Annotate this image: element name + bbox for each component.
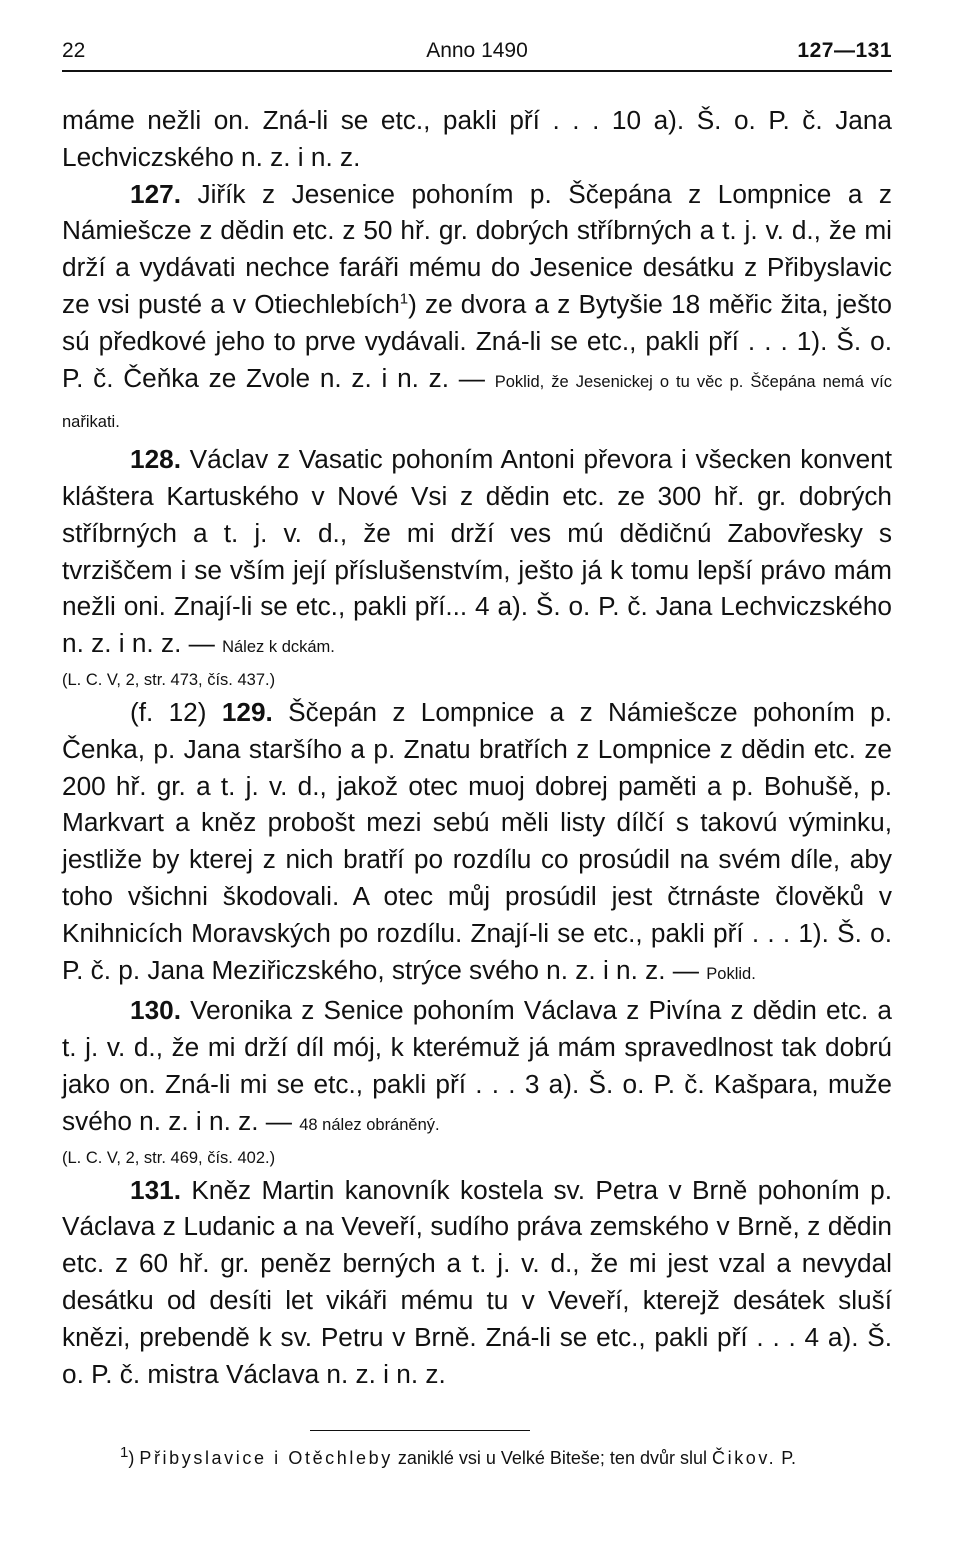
header-year: Anno 1490 — [426, 39, 528, 62]
entry-131 — [62, 1172, 892, 1393]
entry-number: 128. — [130, 444, 181, 475]
document-page — [62, 38, 892, 1491]
entry-number: 130. — [130, 995, 181, 1026]
source-reference: (L. C. V, 2, str. 469, čís. 402.) — [62, 1148, 276, 1167]
entry-127 — [62, 176, 892, 442]
footnote-rule — [310, 1430, 530, 1431]
footnote-spaced-text: Přibyslavice i Otěchleby — [139, 1448, 393, 1469]
footnote — [62, 1443, 892, 1473]
footnote-mark: 1 — [120, 1444, 129, 1462]
footnote-text: ) — [128, 1448, 140, 1469]
folio-marker: (f. 12) — [130, 696, 222, 727]
footnote-text: P. — [776, 1448, 796, 1469]
entry-number: 129. — [221, 696, 273, 727]
body-text — [62, 102, 892, 1392]
entry-text: Kněz Martin kanovník kostela sv. Petra v Brně pohoním p. Václava z Ludanic a na Veveří, sudího práva zemského v Brně, z dědin etc. z 60 hř. gr. peněz berných a t. j. v. d., že mi jest vzal a nevydal desátku od desíti let vikáři mému tu v Veveří, kterejž desátek sluší knězi, prebendě k sv. Petru v Brně. Zná-li se etc., pakli pří . . . 4 a). Š. o. P. č. mistra Václava n. z. i n. z. — [62, 1174, 892, 1389]
entry-130 — [62, 992, 892, 1143]
entry-text: Ščepán z Lompnice a z Námiešcze pohoním p. Čenka, p. Jana staršího a p. Znatu bratřích z Lompnice z dědin etc. ze 200 hř. gr. a t. j. v. d., jakož otec muoj dobrej paměti a p. Bohušě, p. Markvart a kněz probošt mezi sebú měli listy dílčí s takovú výminku, jestliže by kterej z nich bratří po rozdílu co prosúdil na svém díle, aby toho všichni škodovali. A otec můj prosúdil jest čtrnáste člověků v Knihnicích Moravských po rozdílu. Znají-li se etc., pakli pří . . . 1). Š. o. P. č. p. Jana Meziřiczského, strýce svého n. z. i n. z. — — [62, 696, 892, 985]
footnote-text: zaniklé vsi u Velké Biteše; ten dvůr slul — [392, 1448, 712, 1469]
entry-number: 127. — [130, 178, 181, 209]
entry-129 — [62, 694, 892, 992]
footnote-mark: 1 — [399, 290, 409, 308]
entry-number: 131. — [130, 1174, 181, 1205]
verdict-note: 48 nález obráněný. — [299, 1115, 440, 1134]
footnote-spaced-text: Čikov. — [712, 1448, 777, 1469]
continuation-paragraph: máme nežli on. Zná-li se etc., pakli pří . . . 10 a). Š. o. P. č. Jana Lechviczského n. z. i n. z. — [62, 105, 892, 172]
entry-text: Veronika z Senice pohoním Václava z Pivína z dědin etc. a t. j. v. d., že mi drží díl mój, k kterémuž já mám spravedlnost tak dobrú jako on. Zná-li mi se etc., pakli pří . . . 3 a). Š. o. P. č. Kašpara, muže svého n. z. i n. z. — — [62, 995, 892, 1136]
page-number: 22 — [62, 39, 86, 62]
entry-text: Jiřík z Jesenice pohoním p. Ščepána z Lompnice a z Námiešcze z dědin etc. z 50 hř. gr. dobrých stříbrných a t. j. v. d., že mi drží a vydávati nechce faráři mému do Jesenice desátku z Přibyslavic ze vsi pusté a v Otiechlebích — [62, 178, 892, 319]
entry-128 — [62, 441, 892, 666]
entry-text: Václav z Vasatic pohoním Antoni převora i všecken konvent kláštera Kartuského v Nové Vsi z dědin etc. ze 300 hř. gr. dobrých stříbrných a t. j. v. d., že mi drží ves mú dědičnú Zabovřesky s tvrziščem i se vším její příslušenstvím, ješto já k tomu lepší právo mám nežli oni. Znají-li se etc., pakli pří... 4 a). Š. o. P. č. Jana Lechviczského n. z. i n. z. — — [62, 444, 892, 659]
entry-text: ) ze dvora a z Bytyšie 18 měřic žita, ješto sú předkové jeho to prve vydávali. Zná-li se etc., pakli pří . . . 1). Š. o. P. č. Čeňka ze Zvole n. z. i n. z. — — [62, 288, 892, 393]
running-header — [62, 38, 892, 68]
source-reference: (L. C. V, 2, str. 473, čís. 437.) — [62, 670, 276, 689]
verdict-note: Poklid, že Jesenickej o tu věc p. Ščepána nemá víc nařikati. — [62, 372, 892, 432]
verdict-note: Poklid. — [706, 964, 756, 983]
verdict-note: Nález k dckám. — [222, 638, 335, 657]
header-rule — [62, 70, 892, 72]
header-entry-range: 127—131 — [797, 39, 892, 62]
